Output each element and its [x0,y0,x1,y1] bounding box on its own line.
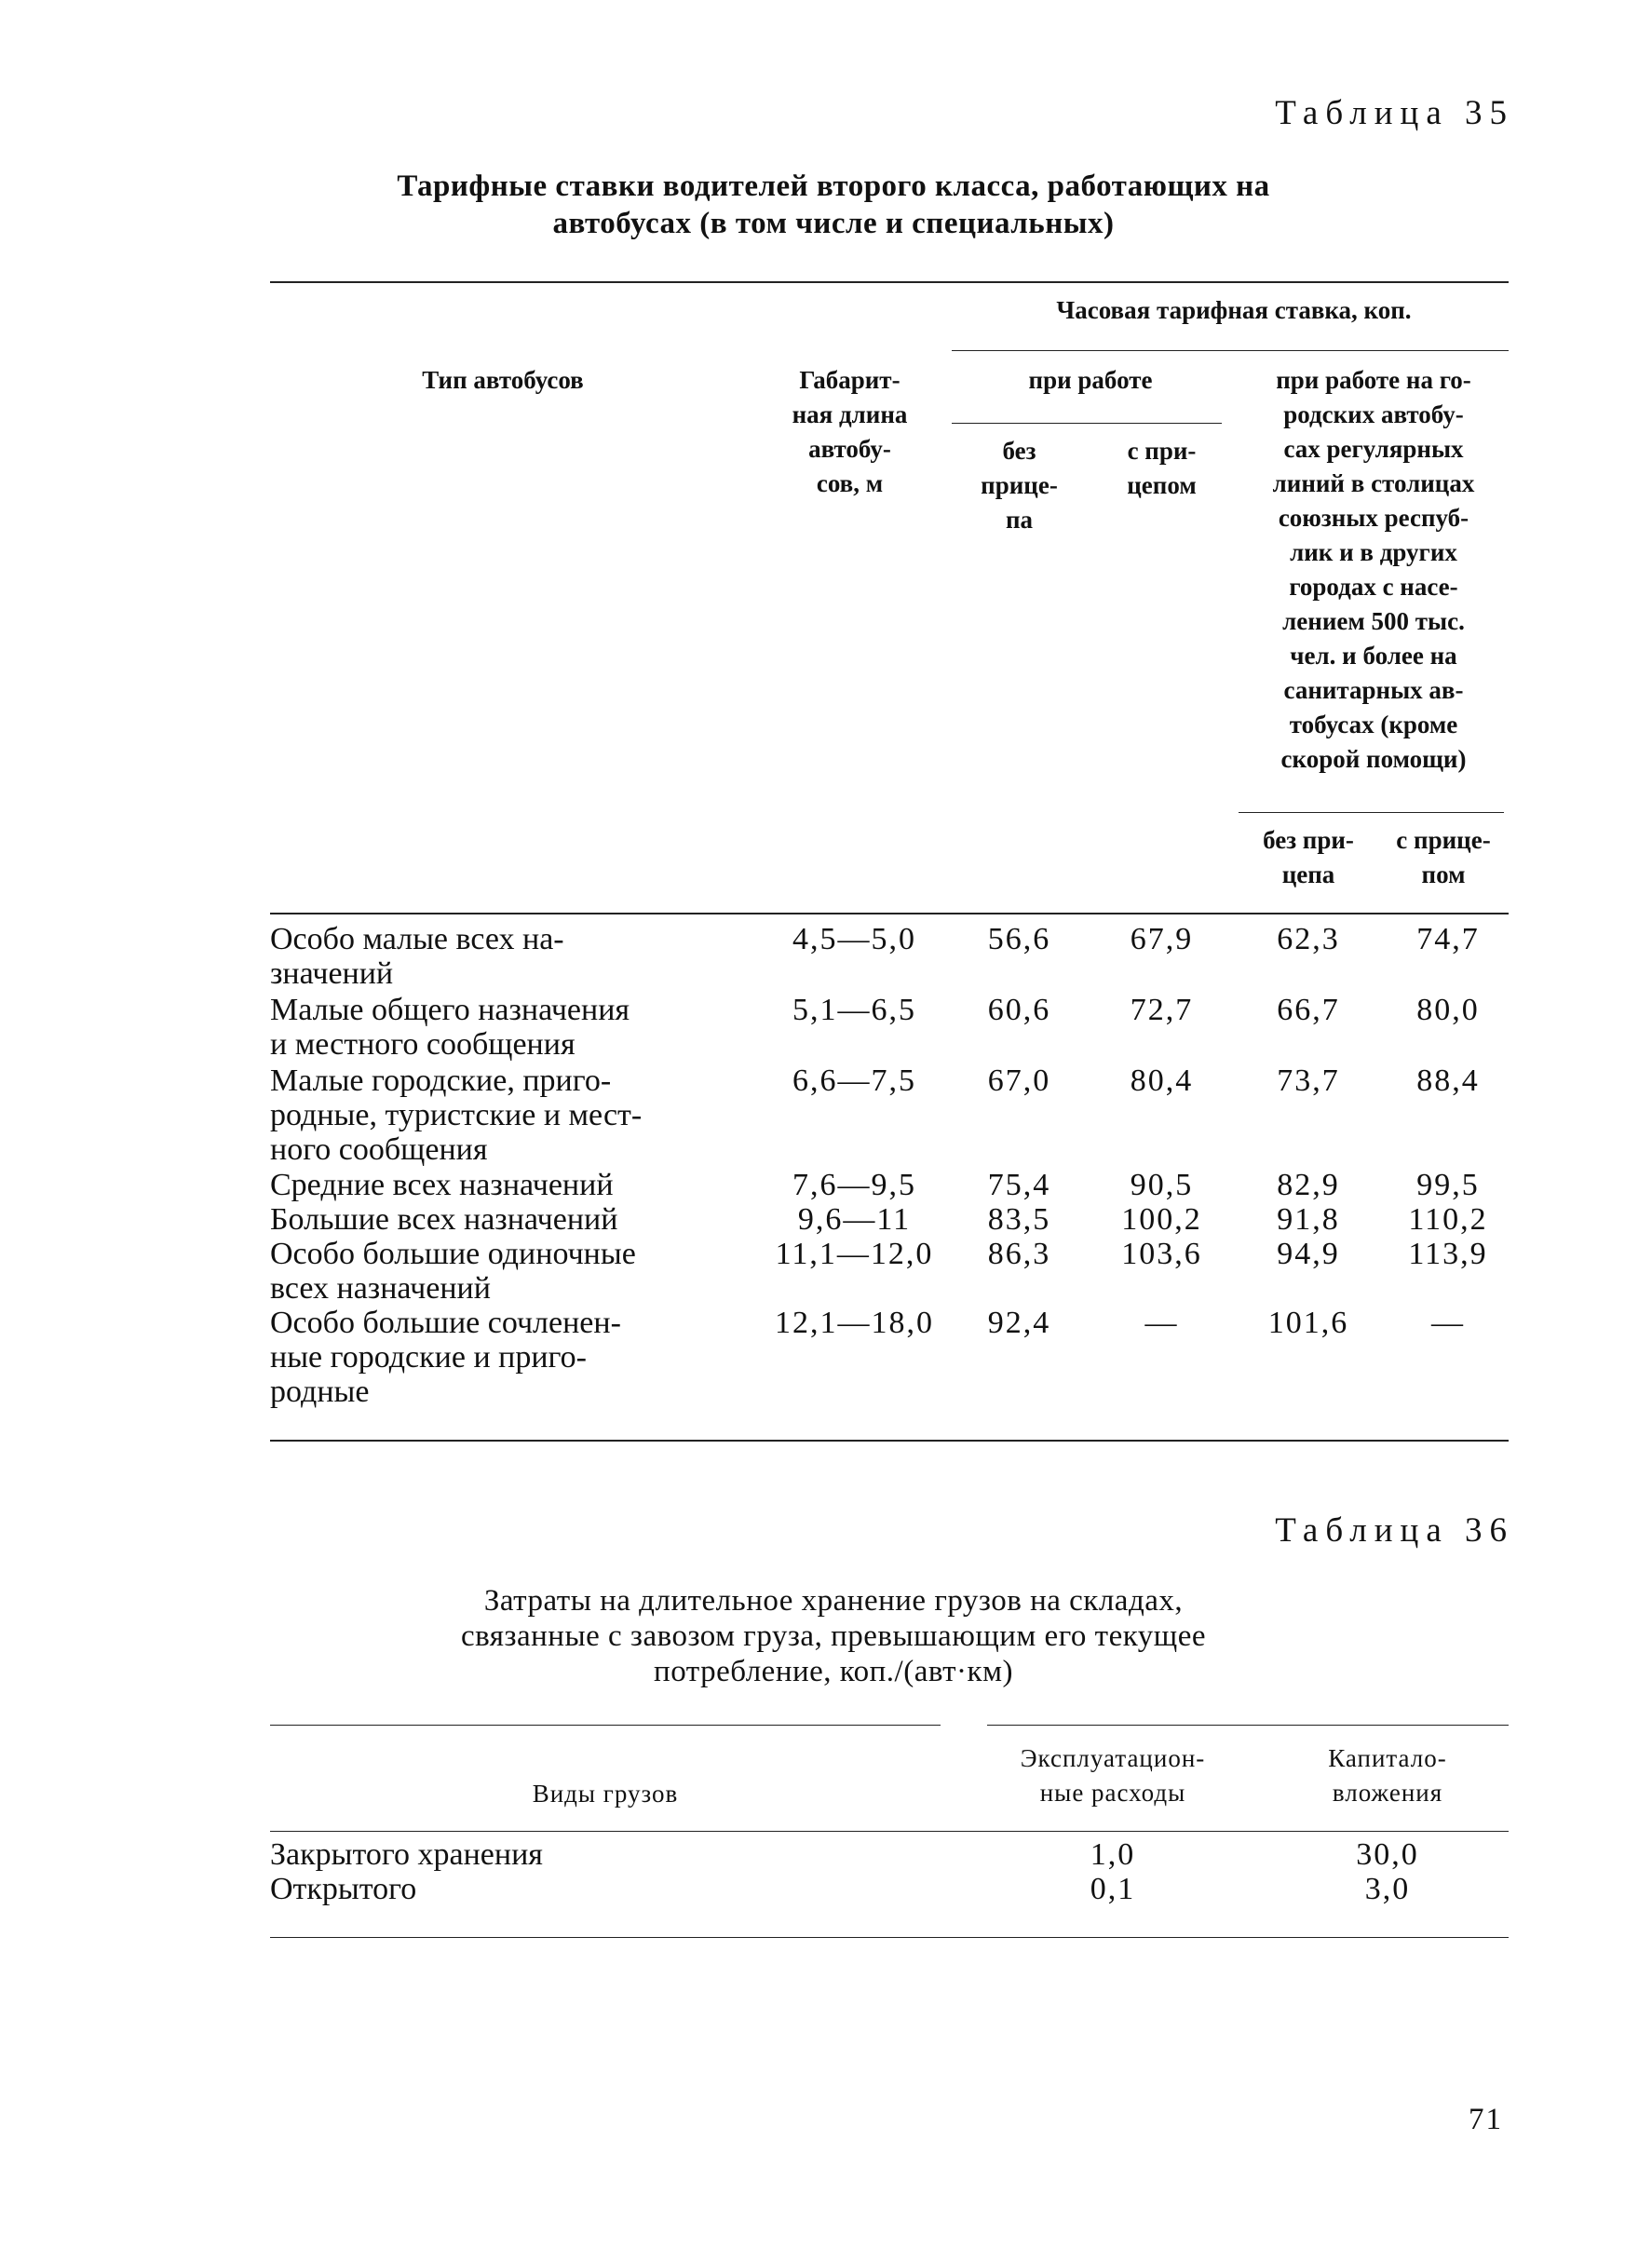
table-35-header-rule-3 [1239,812,1504,813]
table-35-top-rule [270,281,1509,283]
table-36-top-rule-left [270,1725,941,1726]
row-length: 12,1—18,0 [775,1306,934,1340]
row-no-trailer: 67,0 [987,1063,1051,1098]
table-35-title-line-2: автобусах (в том числе и специальных) [552,207,1115,240]
row-city-no-trailer: 62,3 [1277,922,1340,956]
row-length: 9,6—11 [797,1202,912,1237]
row-city-with-trailer: 80,0 [1416,993,1480,1027]
row-length: 11,1—12,0 [775,1237,934,1271]
row-city-with-trailer: 88,4 [1416,1063,1480,1098]
row-name: Открытого [270,1872,417,1906]
row-name: Большие всех назначений [270,1202,618,1237]
table-36-header-bottom-rule [270,1831,1509,1832]
row-no-trailer: 86,3 [987,1237,1051,1271]
row-name: Малые городские, приго- родные, туристские и мест- ного сообщения [270,1063,643,1167]
table-36-header-type: Виды грузов [532,1780,679,1808]
row-no-trailer: 60,6 [987,993,1051,1027]
row-name: Средние всех назначений [270,1168,614,1202]
row-with-trailer: 103,6 [1121,1237,1202,1271]
row-name: Особо малые всех на- значений [270,922,564,991]
row-city-no-trailer: 94,9 [1277,1237,1340,1271]
table-36-label: Таблица 36 [1275,1511,1514,1550]
row-city-no-trailer: 73,7 [1277,1063,1340,1098]
table-35-header-hourly-rate: Часовая тарифная ставка, коп. [1056,296,1412,324]
row-name: Особо большие одиночные всех назначений [270,1237,636,1306]
row-city-with-trailer: — [1431,1306,1465,1340]
row-city-with-trailer: 99,5 [1416,1168,1480,1202]
row-with-trailer: 90,5 [1130,1168,1194,1202]
table-35-header-bottom-rule [270,913,1509,914]
row-with-trailer: 72,7 [1130,993,1194,1027]
row-operating: 1,0 [1090,1837,1136,1872]
row-operating: 0,1 [1090,1872,1136,1906]
row-no-trailer: 83,5 [987,1202,1051,1237]
row-length: 5,1—6,5 [792,993,916,1027]
table-35-bottom-rule [270,1440,1509,1442]
table-36-top-rule-right [987,1725,1509,1726]
row-no-trailer: 92,4 [987,1306,1051,1340]
table-35-header-city: при работе на го- родских автобу- сах регулярных линий в столицах союзных респуб- лик и в других городах с насе- лением 500 тыс. чел. и более на санитарных ав- тобусах (кроме скорой помощи) [1272,366,1475,773]
row-name: Малые общего назначения и местного сообщения [270,993,630,1062]
table-36-header-operating: Эксплуатацион- ные расходы [1020,1744,1206,1807]
table-35-header-at-work: при работе [1028,366,1153,394]
table-35-header-city-no-trailer: без при- цепа [1263,826,1354,888]
row-city-no-trailer: 91,8 [1277,1202,1340,1237]
table-35-title [270,168,1397,242]
row-city-no-trailer: 82,9 [1277,1168,1340,1202]
table-35-header-length: Габарит- ная длина автобу- сов, м [792,366,908,497]
row-city-with-trailer: 110,2 [1408,1202,1488,1237]
row-with-trailer: — [1144,1306,1179,1340]
row-length: 7,6—9,5 [792,1168,916,1202]
row-capital: 30,0 [1356,1837,1419,1872]
row-city-with-trailer: 74,7 [1416,922,1480,956]
table-35-header-rule-1 [952,350,1509,351]
row-no-trailer: 56,6 [987,922,1051,956]
row-with-trailer: 80,4 [1130,1063,1194,1098]
row-city-with-trailer: 113,9 [1408,1237,1488,1271]
table-36-title-line-3: потребление, коп./(авт·км) [654,1655,1013,1688]
row-city-no-trailer: 66,7 [1277,993,1340,1027]
page-number: 71 [1469,2103,1503,2136]
table-36-header-capital: Капитало- вложения [1328,1744,1447,1807]
row-with-trailer: 67,9 [1130,922,1194,956]
table-35-header-with-trailer: с при- цепом [1127,437,1197,499]
row-no-trailer: 75,4 [987,1168,1051,1202]
table-36-title [270,1583,1397,1689]
table-35-header-no-trailer: без прице- па [981,437,1058,534]
row-length: 4,5—5,0 [792,922,916,956]
row-name: Закрытого хранения [270,1837,543,1872]
table-35-header-type: Тип автобусов [422,366,584,394]
row-city-no-trailer: 101,6 [1267,1306,1349,1340]
table-35-header-rule-2 [952,423,1222,424]
row-with-trailer: 100,2 [1121,1202,1202,1237]
table-35-label: Таблица 35 [1275,94,1514,132]
table-36-title-line-2: связанные с завозом груза, превышающим его текущее [460,1619,1207,1653]
row-length: 6,6—7,5 [792,1063,916,1098]
table-35-title-line-1: Тарифные ставки водителей второго класса, работающих на [397,169,1270,203]
table-35-header-city-with-trailer: с прице- пом [1396,826,1491,888]
row-name: Особо большие сочленен- ные городские и приго- родные [270,1306,621,1409]
row-capital: 3,0 [1364,1872,1411,1906]
table-36-bottom-rule [270,1937,1509,1938]
table-36-title-line-1: Затраты на длительное хранение грузов на складах, [483,1584,1184,1618]
